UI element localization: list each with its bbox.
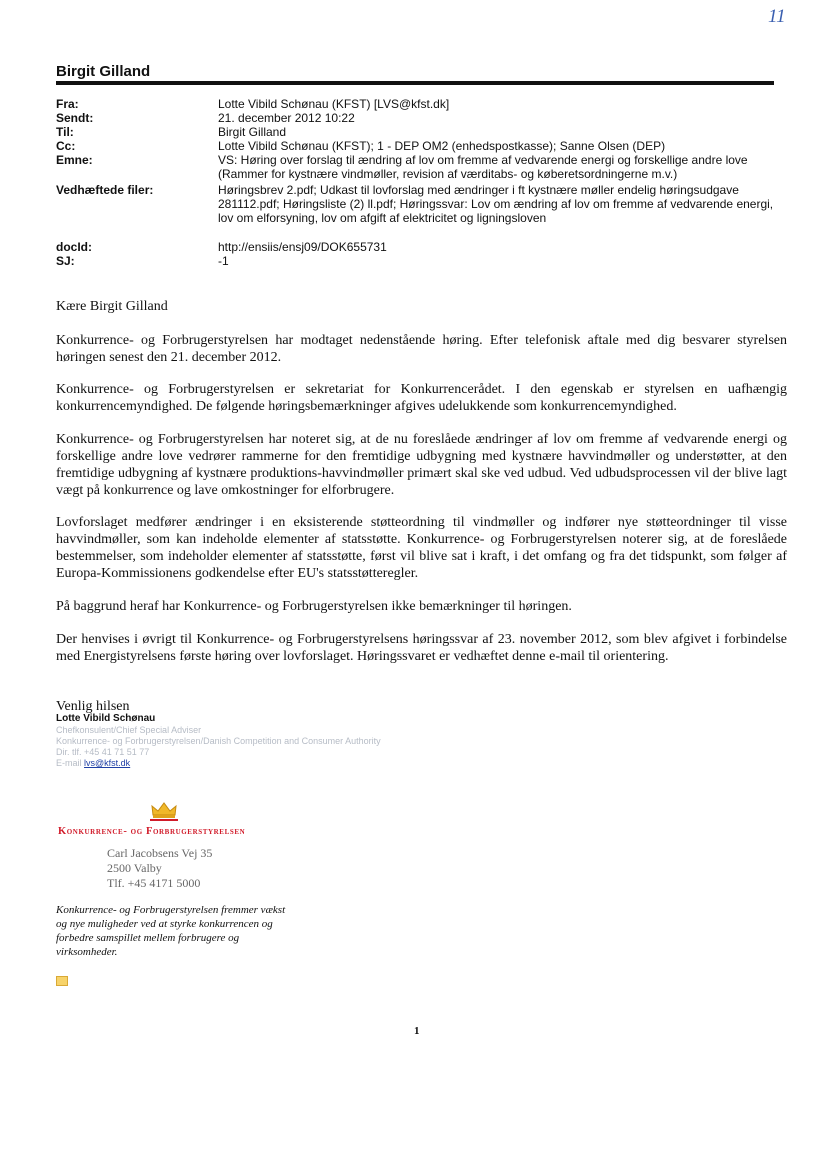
address-city: 2500 Valby [107,861,162,875]
page-mark: 11 [768,6,786,27]
header-key: Til: [56,125,74,139]
mission-statement: Konkurrence- og Forbrugerstyrelsen fremmer vækst og nye muligheder ved at styrke konkurrencen og forbedre samspillet mellem forbrugere og virksomheder. [56,904,286,958]
header-key: Vedhæftede filer: [56,183,154,197]
paragraph: Konkurrence- og Forbrugerstyrelsen er sekretariat for Konkurrencerådet. I den egenskab er styrelsen en uafhængig konkurrencemyndighed. De følgende høringsbemærkninger afgives udelukkende som konkurrencemyndighed. [56,382,787,414]
page-number: 1 [414,1025,420,1037]
closing: Venlig hilsen [56,699,130,714]
signature-email-label: E-mail [56,758,82,768]
paragraph: Lovforslaget medfører ændringer i en eksisterende støtteordning til vindmøller og indfører nye støtteordninger til visse havvindmøller, som kan indeholde elementer af statsstøtte. Konkurrence- og Forbrugerstyrelsen noterer sig, at de foreslåede bestemmelser, som indeholder elementer af statsstøtte, først vil blive sat i kraft, i det omfang og fra det tidspunkt, som følger af Europa-Kommissionens godkendelse efter EU's statsstøtteregler. [56,515,787,581]
header-value: -1 [218,254,229,268]
header-value: http://ensiis/ensj09/DOK655731 [218,240,387,254]
paragraph: Konkurrence- og Forbrugerstyrelsen har modtaget nedenstående høring. Efter telefonisk aftale med dig besvarer styrelsen høringen senest den 21. december 2012. [56,333,787,365]
header-value: Birgit Gilland [218,125,287,139]
header-key: docId: [56,240,92,254]
header-value: Lotte Vibild Schønau (KFST) [LVS@kfst.dk] [218,97,450,111]
paragraph: På baggrund heraf har Konkurrence- og Forbrugerstyrelsen ikke bemærkninger til høringen. [56,599,572,614]
header-value: VS: Høring over forslag til ændring af lov om fremme af vedvarende energi og forskellige andre love (Rammer for kystnære vindmøller, revision af værditabs- og køberetsordningerne m.v.) [218,153,748,181]
header-value: 21. december 2012 10:22 [218,111,355,125]
signature-email-row [56,758,130,769]
header-key: Emne: [56,153,93,167]
salutation: Kære Birgit Gilland [56,299,168,314]
header-key: Fra: [56,97,79,111]
header-value: Lotte Vibild Schønau (KFST); 1 - DEP OM2 (enhedspostkasse); Sanne Olsen (DEP) [218,139,666,153]
signature-name: Lotte Vibild Schønau [56,713,156,724]
signature-email-link[interactable]: lvs@kfst.dk [84,758,131,768]
paragraph: Der henvises i øvrigt til Konkurrence- og Forbrugerstyrelsens høringssvar af 23. november 2012, som blev afgivet i forbindelse med Energistyrelsens første høring over lovforslaget. Høringssvaret er vedhæftet denne e-mail til orientering. [56,632,787,664]
attachment-icon[interactable] [56,976,68,986]
address-street: Carl Jacobsens Vej 35 [107,846,213,860]
signature-org: Konkurrence- og Forbrugerstyrelsen/Danish Competition and Consumer Authority [56,736,381,746]
header-value: Høringsbrev 2.pdf; Udkast til lovforslag med ændringer i ft kystnære møller endelig høringsudgave 281112.pdf; Høringsliste (2) ll.pdf; Høringssvar: Lov om ændring af lov om fremme af vedvarende energi, lov om elforsyning, lov om afgift af elektricitet og ligningsloven [218,183,774,225]
header-key: Sendt: [56,111,94,125]
signature-phone: Dir. tlf. +45 41 71 51 77 [56,747,150,757]
crown-icon [150,800,178,822]
address-phone: Tlf. +45 4171 5000 [107,876,201,890]
logo-text: Konkurrence- og Forbrugerstyrelsen [58,826,246,837]
header-key: Cc: [56,139,76,153]
signature-title: Chefkonsulent/Chief Special Adviser [56,725,202,735]
header-rule [56,81,774,85]
header-key: SJ: [56,254,75,268]
sender-name: Birgit Gilland [56,63,151,80]
paragraph: Konkurrence- og Forbrugerstyrelsen har noteret sig, at de nu foreslåede ændringer af lov om fremme af vedvarende energi og forskellige andre love vedrører rammerne for den fremtidige udbygning med kystnære havvindmøller og understøtter, at den fremtidige udbygning af kystnære produktions-havvindmøller primært skal ske ved udbud. Ved udbudsprocessen vil der blive lagt vægt på konkurrence og lave omkostninger for elforbrugere. [56,432,787,498]
